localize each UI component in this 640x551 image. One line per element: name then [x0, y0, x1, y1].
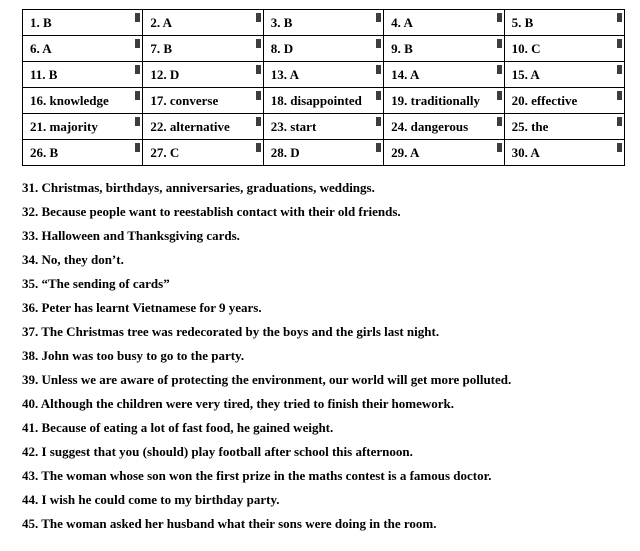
- answer-line: 34. No, they don’t.: [22, 252, 124, 267]
- cell-mark-icon: [376, 13, 381, 22]
- answer-cell-text: 24. dangerous: [391, 118, 469, 134]
- answer-cell-text: 20. effective: [511, 92, 578, 108]
- answer-list: [22, 181, 625, 531]
- answer-cell: [384, 114, 504, 140]
- cell-mark-icon: [497, 13, 502, 22]
- answer-line: 39. Unless we are aware of protecting the environment, our world will get more polluted.: [22, 372, 512, 387]
- cell-mark-icon: [376, 91, 381, 100]
- cell-mark-icon: [135, 65, 140, 74]
- cell-mark-icon: [135, 39, 140, 48]
- answer-cell-text: 5. B: [511, 14, 534, 30]
- cell-mark-icon: [256, 117, 261, 126]
- answer-cell-text: 19. traditionally: [391, 92, 481, 108]
- cell-mark-icon: [497, 117, 502, 126]
- answer-line: 42. I suggest that you (should) play football after school this afternoon.: [22, 444, 413, 459]
- cell-mark-icon: [135, 13, 140, 22]
- answer-cell-text: 21. majority: [30, 118, 98, 134]
- answer-cell-text: 1. B: [30, 14, 52, 30]
- table-row: [23, 140, 625, 166]
- cell-mark-icon: [617, 65, 622, 74]
- cell-mark-icon: [256, 13, 261, 22]
- cell-mark-icon: [256, 91, 261, 100]
- answer-cell-text: 28. D: [270, 144, 300, 160]
- table-row: [23, 62, 625, 88]
- answer-cell: [23, 10, 143, 36]
- answer-line: 35. “The sending of cards”: [22, 276, 170, 291]
- answer-cell: [143, 140, 263, 166]
- cell-mark-icon: [135, 91, 140, 100]
- cell-mark-icon: [376, 39, 381, 48]
- answer-line: 45. The woman asked her husband what their sons were doing in the room.: [22, 516, 437, 531]
- cell-mark-icon: [256, 39, 261, 48]
- answer-cell: [23, 62, 143, 88]
- cell-mark-icon: [617, 39, 622, 48]
- table-row: [23, 88, 625, 114]
- cell-mark-icon: [376, 65, 381, 74]
- answer-cell: [504, 36, 624, 62]
- answer-cell: [504, 10, 624, 36]
- answer-cell-text: 18. disappointed: [270, 92, 362, 108]
- answer-cell: [263, 88, 383, 114]
- answer-line: 38. John was too busy to go to the party.: [22, 348, 245, 363]
- cell-mark-icon: [376, 117, 381, 126]
- cell-mark-icon: [256, 65, 261, 74]
- answer-cell-text: 17. converse: [150, 92, 219, 108]
- answer-cell-text: 26. B: [30, 144, 59, 160]
- answer-cell: [263, 114, 383, 140]
- answer-cell: [263, 140, 383, 166]
- answer-cell: [143, 62, 263, 88]
- answer-cell: [504, 114, 624, 140]
- answer-cell: [384, 88, 504, 114]
- answer-cell-text: 22. alternative: [150, 118, 230, 134]
- answer-cell: [384, 62, 504, 88]
- answer-cell-text: 29. A: [391, 144, 420, 160]
- answer-cell-text: 10. C: [511, 40, 541, 56]
- answer-cell: [143, 114, 263, 140]
- answer-cell-text: 16. knowledge: [30, 92, 109, 108]
- answer-cell-text: 15. A: [511, 66, 540, 82]
- answer-cell: [23, 88, 143, 114]
- answer-line: 32. Because people want to reestablish contact with their old friends.: [22, 204, 401, 219]
- answer-cell-text: 9. B: [391, 40, 413, 56]
- answer-cell: [143, 88, 263, 114]
- answer-cell: [143, 36, 263, 62]
- answer-cell-text: 11. B: [30, 66, 58, 82]
- answer-cell-text: 27. C: [150, 144, 180, 160]
- answer-line: 37. The Christmas tree was redecorated by the boys and the girls last night.: [22, 324, 440, 339]
- cell-mark-icon: [617, 91, 622, 100]
- answer-cell: [504, 62, 624, 88]
- answer-line: 40. Although the children were very tired, they tried to finish their homework.: [22, 396, 454, 411]
- answer-cell: [143, 10, 263, 36]
- answer-cell-text: 23. start: [270, 118, 317, 134]
- answer-line: 43. The woman whose son won the first prize in the maths contest is a famous doctor.: [22, 468, 492, 483]
- cell-mark-icon: [135, 117, 140, 126]
- answer-cell: [23, 114, 143, 140]
- cell-mark-icon: [617, 117, 622, 126]
- answer-cell: [23, 36, 143, 62]
- answer-cell: [504, 88, 624, 114]
- cell-mark-icon: [497, 91, 502, 100]
- cell-mark-icon: [256, 143, 261, 152]
- answer-cell-text: 14. A: [391, 66, 420, 82]
- answer-line: 31. Christmas, birthdays, anniversaries, graduations, weddings.: [22, 180, 375, 195]
- answer-cell: [23, 140, 143, 166]
- answer-cell-text: 4. A: [391, 14, 413, 30]
- cell-mark-icon: [497, 143, 502, 152]
- cell-mark-icon: [497, 65, 502, 74]
- answer-cell-text: 3. B: [270, 14, 293, 30]
- cell-mark-icon: [617, 13, 622, 22]
- table-row: [23, 10, 625, 36]
- answer-cell-text: 8. D: [270, 40, 294, 56]
- answer-cell-text: 6. A: [30, 40, 52, 56]
- answer-cell-text: 12. D: [150, 66, 180, 82]
- answer-cell: [384, 140, 504, 166]
- answer-cell: [263, 10, 383, 36]
- answer-cell-text: 25. the: [511, 118, 549, 134]
- answer-line: 36. Peter has learnt Vietnamese for 9 years.: [22, 300, 262, 315]
- answer-cell: [384, 36, 504, 62]
- answer-line: 33. Halloween and Thanksgiving cards.: [22, 228, 240, 243]
- answer-cell-text: 7. B: [150, 40, 173, 56]
- answer-line: 41. Because of eating a lot of fast food, he gained weight.: [22, 420, 334, 435]
- answer-cell: [263, 62, 383, 88]
- cell-mark-icon: [135, 143, 140, 152]
- table-row: [23, 114, 625, 140]
- answer-cell: [504, 140, 624, 166]
- answer-table: [22, 9, 625, 166]
- answer-cell: [384, 10, 504, 36]
- answer-line: 44. I wish he could come to my birthday party.: [22, 492, 280, 507]
- answer-cell-text: 2. A: [150, 14, 173, 30]
- table-row: [23, 36, 625, 62]
- answer-cell-text: 13. A: [270, 66, 299, 82]
- cell-mark-icon: [497, 39, 502, 48]
- answer-cell-text: 30. A: [511, 144, 540, 160]
- cell-mark-icon: [617, 143, 622, 152]
- answer-cell: [263, 36, 383, 62]
- cell-mark-icon: [376, 143, 381, 152]
